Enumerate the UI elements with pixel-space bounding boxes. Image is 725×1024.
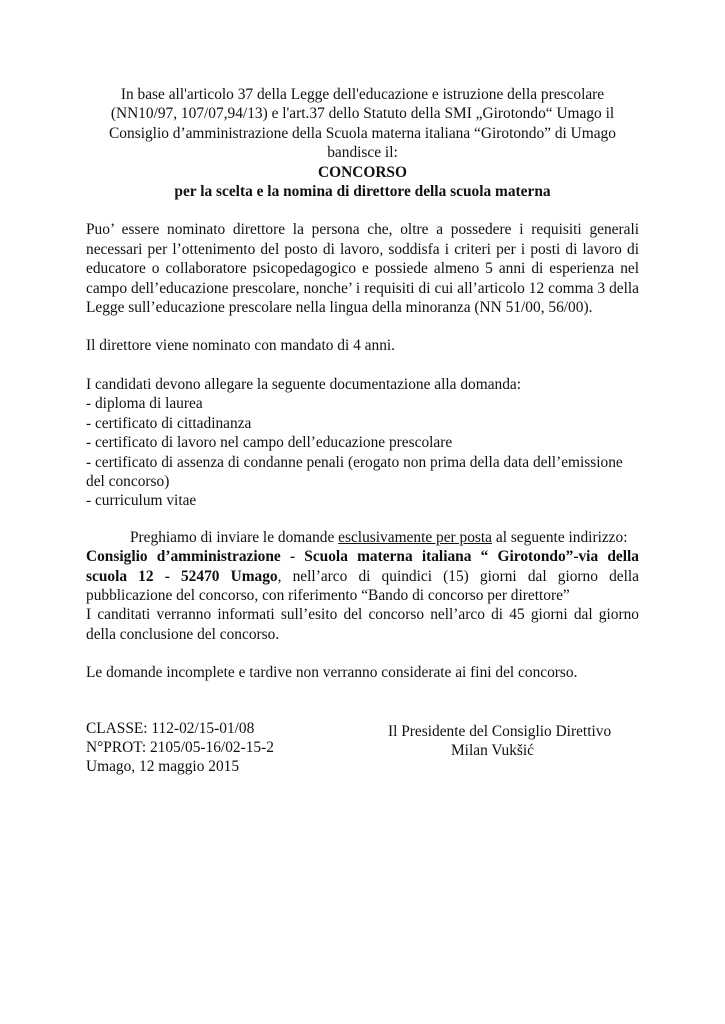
documents-list	[86, 394, 639, 510]
list-item: - certificato di cittadinanza	[86, 414, 252, 432]
notification-paragraph: I canditati verranno informati sull’esito del concorso nell’arco di 45 giorni dal giorno della conclusione del concorso.	[86, 606, 639, 643]
signature-block	[388, 722, 628, 761]
incomplete-paragraph: Le domande incomplete e tardive non verranno considerate ai fini del concorso.	[86, 664, 578, 682]
list-item: - certificato di lavoro nel campo dell’educazione prescolare	[86, 434, 453, 452]
mandate-paragraph: Il direttore viene nominato con mandato di 4 anni.	[86, 337, 396, 355]
requirements-paragraph: Puo’ essere nominato direttore la persona che, oltre a possedere i requisiti generali necessari per l’ottenimento del posto di lavoro, soddisfa i criteri per i posti di lavoro di educatore o collaboratore psicopedagogico e possiede almeno 5 anni di esperienza nel campo dell’educazione prescolare, nonche’ i requisiti di cui all’articolo 12 comma 3 della Legge sull’educazione prescolare nella lingua della minoranza (NN 51/00, 56/00).	[86, 221, 639, 317]
list-item: - curriculum vitae	[86, 492, 197, 510]
intro-paragraph: In base all'articolo 37 della Legge dell'educazione e istruzione della prescolare (NN10/97, 107/07,94/13) e l'art.37 dello Statuto della SMI „Girotondo“ Umago il Consiglio d’amministrazione della Scuola materna italiana “Girotondo” di Umago bandisce il:	[109, 86, 616, 162]
list-item: - certificato di assenza di condanne penali (erogato non prima della data dell’emissione del concorso)	[86, 453, 623, 490]
submission-line	[86, 528, 639, 547]
list-item: - diploma di laurea	[86, 395, 203, 413]
prot-line: N°PROT: 2105/05-16/02-15-2	[86, 738, 274, 756]
document-title: CONCORSO	[318, 163, 407, 181]
address-rest: , nell’arco di quindici (15) giorni dal giorno della pubblicazione del concorso, con riferimento “Bando di concorso per direttore”	[86, 567, 639, 604]
documents-section	[86, 375, 639, 511]
submission-pre: Preghiamo di inviare le domande	[130, 528, 339, 546]
place-date-line: Umago, 12 maggio 2015	[86, 758, 240, 776]
submission-post: al seguente indirizzo:	[492, 528, 628, 546]
document-subtitle: per la scelta e la nomina di direttore della scuola materna	[174, 183, 551, 201]
signature-role: Il Presidente del Consiglio Direttivo	[388, 723, 612, 740]
documents-intro: I candidati devono allegare la seguente documentazione alla domanda:	[86, 375, 522, 393]
classe-line: CLASSE: 112-02/15-01/08	[86, 719, 255, 737]
submission-section	[86, 528, 639, 644]
address-bold: Consiglio d’amministrazione - Scuola materna italiana “ Girotondo”-via della scuola 12 - 52470 Umago	[86, 548, 639, 585]
address-paragraph	[86, 547, 639, 605]
document-page	[86, 85, 639, 777]
submission-emphasis: esclusivamente per posta	[338, 528, 493, 546]
signature-name: Milan Vukšić	[451, 742, 535, 760]
